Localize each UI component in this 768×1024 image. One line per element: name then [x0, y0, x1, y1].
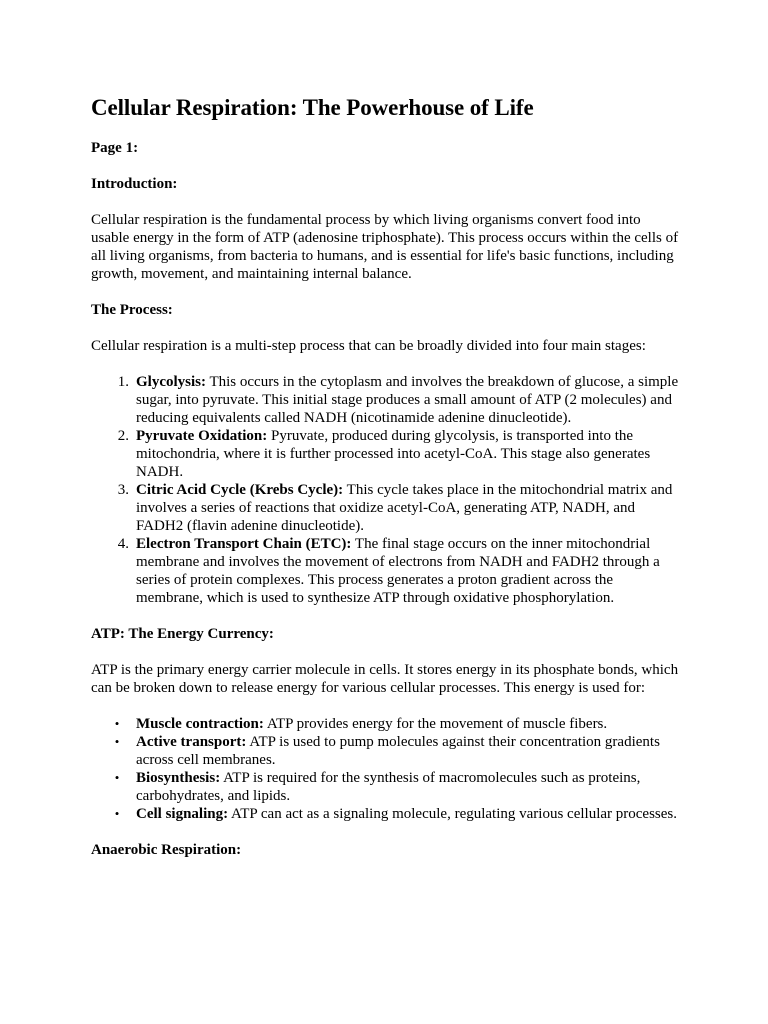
stage-text: This occurs in the cytoplasm and involves the breakdown of glucose, a simple sugar, into pyruvate. This initial stage produces a small amount of ATP (2 molecules) and reducing equivalents called NADH (nicotinamide adenine dinucleotide).: [136, 374, 679, 426]
use-term: Cell signaling:: [136, 806, 229, 822]
bullet-icon: •: [114, 770, 120, 785]
bullet-icon: •: [114, 716, 120, 731]
use-term: Biosynthesis:: [136, 770, 221, 786]
stage-text: This cycle takes place in the mitochondrial matrix and involves a series of reactions that oxidize acetyl-CoA, generating ATP, NADH, and FADH2 (flavin adenine dinucleotide).: [136, 482, 673, 534]
stage-term: Pyruvate Oxidation:: [136, 428, 268, 444]
list-number: 3.: [117, 482, 129, 498]
stage-term: Electron Transport Chain (ETC):: [136, 536, 352, 552]
introduction-heading: Introduction:: [91, 176, 178, 192]
process-paragraph: Cellular respiration is a multi-step process that can be broadly divided into four main stages:: [91, 338, 646, 354]
atp-use-item: [91, 733, 681, 769]
stages-list: [91, 373, 681, 607]
use-text: ATP provides energy for the movement of muscle fibers.: [263, 716, 608, 732]
process-heading: The Process:: [91, 302, 173, 318]
anaerobic-heading: Anaerobic Respiration:: [91, 842, 242, 858]
page-label: Page 1:: [91, 140, 139, 156]
document-page: [91, 94, 681, 877]
atp-uses-list: [91, 715, 681, 823]
list-number: 4.: [117, 536, 129, 552]
atp-use-item: [91, 715, 681, 733]
use-term: Muscle contraction:: [136, 716, 264, 732]
use-term: Active transport:: [136, 734, 247, 750]
stage-term: Glycolysis:: [136, 374, 206, 390]
list-number: 2.: [117, 428, 129, 444]
stage-item: [91, 535, 681, 607]
stage-text: The final stage occurs on the inner mitochondrial membrane and involves the movement of electrons from NADH and FADH2 through a series of protein complexes. This process generates a proton gradient across the membrane, which is used to synthesize ATP through oxidative phosphorylation.: [136, 536, 660, 606]
document-title: Cellular Respiration: The Powerhouse of Life: [91, 95, 534, 120]
bullet-icon: •: [114, 734, 120, 749]
use-text: ATP is used to pump molecules against their concentration gradients across cell membranes.: [136, 734, 660, 768]
stage-text: Pyruvate, produced during glycolysis, is transported into the mitochondria, where it is further processed into acetyl-CoA. This stage also generates NADH.: [136, 428, 651, 480]
stage-item: [91, 373, 681, 427]
introduction-paragraph: Cellular respiration is the fundamental process by which living organisms convert food into usable energy in the form of ATP (adenosine triphosphate). This process occurs within the cells of all living organisms, from bacteria to humans, and is essential for life's basic functions, including growth, movement, and maintaining internal balance.: [91, 212, 679, 282]
atp-use-item: [91, 769, 681, 805]
atp-use-item: [91, 805, 681, 823]
use-text: ATP is required for the synthesis of macromolecules such as proteins, carbohydrates, and lipids.: [136, 770, 641, 804]
atp-heading: ATP: The Energy Currency:: [91, 626, 274, 642]
atp-paragraph: ATP is the primary energy carrier molecule in cells. It stores energy in its phosphate bonds, which can be broken down to release energy for various cellular processes. This energy is used for:: [91, 662, 679, 696]
stage-item: [91, 427, 681, 481]
stage-item: [91, 481, 681, 535]
use-text: ATP can act as a signaling molecule, regulating various cellular processes.: [228, 806, 677, 822]
list-number: 1.: [117, 374, 129, 390]
bullet-icon: •: [114, 806, 120, 821]
stage-term: Citric Acid Cycle (Krebs Cycle):: [136, 482, 344, 498]
